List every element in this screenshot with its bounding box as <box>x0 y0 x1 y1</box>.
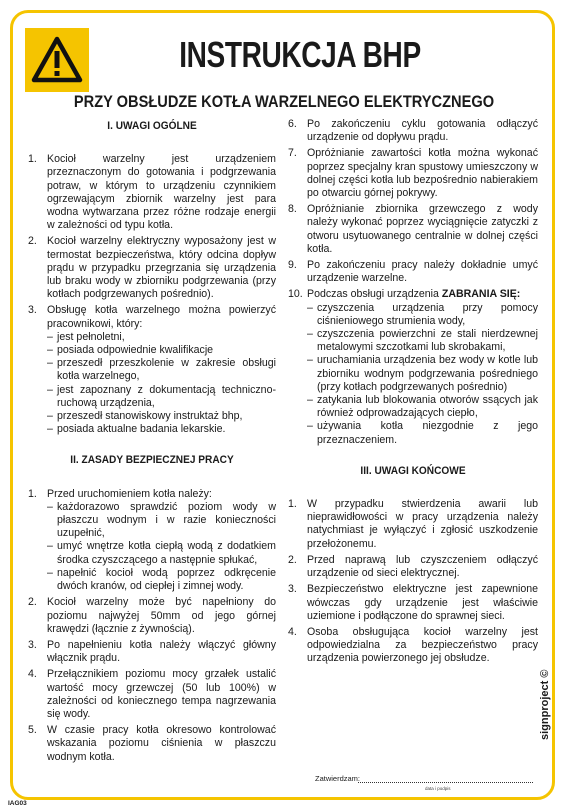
product-code: IAG03 <box>8 800 27 807</box>
brand-label: signproject © <box>539 669 551 740</box>
item-number: 8. <box>288 203 297 216</box>
item-number: 7. <box>288 147 297 160</box>
item-number: 5. <box>28 724 37 737</box>
sub-item: – jest zapoznany z dokumentacją techniczno-ruchową urządzenia, <box>47 383 276 409</box>
sub-item: – jest pełnoletni, <box>47 330 125 343</box>
item-number: 3. <box>28 638 37 651</box>
item-number: 2. <box>28 596 37 609</box>
list-item <box>288 259 538 285</box>
left-column <box>28 118 276 767</box>
section-heading: II. ZASADY BEZPIECZNEJ PRACY <box>70 454 234 467</box>
sub-item: – zatykania lub blokowania otworów ssących jak również odprowadzających ciepło, <box>307 394 538 420</box>
sub-item: – przeszedł przeszkolenie w zakresie obsługi kotła warzelnego, <box>47 357 276 383</box>
item-text: Osoba obsługująca kocioł warzelny jest odpowiedzialna za bezpieczeństwo pracy urządzenia powierzonego jej obsłudze. <box>307 625 538 665</box>
item-text: Kocioł warzelny może być napełniony do poziomu najwyżej 50mm od jego górnej krawędzi (łącznie z żywnością). <box>47 596 276 635</box>
item-text: Bezpieczeństwo elektryczne jest zapewnione wówczas gdy urządzenie jest właściwie uziemione i podłączone do sprawnej sieci. <box>307 583 538 622</box>
list-item <box>28 596 276 636</box>
item-number: 2. <box>288 553 297 566</box>
item-number: 9. <box>288 259 297 272</box>
item-number: 1. <box>288 498 297 511</box>
list-item <box>288 583 538 623</box>
sub-item: – umyć wnętrze kotła ciepłą wodą z dodatkiem środka czyszczącego a następnie spłukać, <box>47 540 276 566</box>
item-number: 10. <box>288 288 303 301</box>
list-item <box>288 118 538 144</box>
item-text: Obsługę kotła warzelnego można powierzyć pracownikowi, który: <box>47 304 276 330</box>
item-number: 3. <box>28 304 37 317</box>
sub-item: – posiada odpowiednie kwalifikacje <box>47 344 214 357</box>
list-item <box>28 668 276 721</box>
item-text: Przed naprawą lub czyszczeniem odłączyć urządzenie od sieci elektrycznej. <box>307 553 538 580</box>
list-item <box>288 288 538 446</box>
section-list <box>288 498 538 665</box>
item-number: 1. <box>28 153 37 166</box>
item-emphasis: ZABRANIA SIĘ: <box>441 288 521 301</box>
item-text: Kocioł warzelny elektryczny wyposażony jest w termostat bezpieczeństwa, który odcina dopływ prądu w przypadku przegrzania się urządzenia lub braku wody w zbiorniku podgrzewania (przy kotłach podgrzewanych pośrednio). <box>47 235 276 301</box>
item-text: Po zakończeniu cyklu gotowania odłączyć urządzenie od dopływu prądu. <box>307 118 538 144</box>
section-list <box>28 153 276 436</box>
warning-triangle-icon <box>25 28 89 92</box>
item-text: Opróżnianie zawartości kotła można wykonać poprzez specjalny kran spustowy umieszczony w dolnej części kotła lub bezpośrednio nabierakiem po otwarciu górnej pokrywy. <box>307 147 538 200</box>
item-number: 4. <box>288 625 297 638</box>
right-column <box>288 118 538 669</box>
sub-item: – przeszedł stanowiskowy instruktaż bhp, <box>47 410 243 423</box>
list-item <box>28 639 276 665</box>
item-text: W czasie pracy kotła okresowo kontrolować wskazania poziomu ciśnienia w płaszczu wodnym kotła. <box>47 724 276 763</box>
item-text: Po zakończeniu pracy należy dokładnie umyć urządzenie warzelne. <box>307 259 538 285</box>
item-text: Po napełnieniu kotła należy włączyć główny włącznik prądu. <box>47 638 276 665</box>
item-number: 6. <box>288 118 297 130</box>
list-item <box>288 498 538 551</box>
list-item <box>288 147 538 200</box>
item-text: Podczas obsługi urządzenia ZABRANIA SIĘ: <box>307 288 521 301</box>
sub-item: – uruchamiania urządzenia bez wody w kotle lub zbiorniku wodnym podgrzewania pośredniego (przy kotłach podgrzewanych pośrednio) <box>307 354 538 393</box>
item-number: 4. <box>28 668 37 681</box>
list-item <box>28 153 276 232</box>
list-item <box>288 626 538 666</box>
item-text: Opróżnianie zbiornika grzewczego z wody należy wykonać poprzez wyciągnięcie zatyczki z otworu usytuowanego centralnie w dolnej części kotła. <box>307 203 538 255</box>
page-subtitle: PRZY OBSŁUDZE KOTŁA WARZELNEGO ELEKTRYCZNEGO <box>73 92 495 111</box>
approval-label: Zatwierdzam: <box>315 774 361 783</box>
item-number: 1. <box>28 487 37 500</box>
item-number: 2. <box>28 235 37 248</box>
sub-item: – czyszczenia powierzchni ze stali nierdzewnej metalowymi szczotkami lub skrobakami, <box>307 328 538 354</box>
page-title: INSTRUKCJA BHP <box>179 34 421 75</box>
list-item <box>28 235 276 301</box>
sub-item: – napełnić kocioł wodą poprzez odkręcenie dwóch kranów, od ciepłej i zimnej wody. <box>47 566 276 593</box>
list-item <box>28 488 276 594</box>
section-heading: I. UWAGI OGÓLNE <box>107 120 197 132</box>
item-text: W przypadku stwierdzenia awarii lub nieprawidłowości w pracy urządzenia należy natychmiast je wyłączyć i zgłosić uszkodzenie przełożonemu. <box>307 498 538 550</box>
sub-item: – posiada aktualne badania lekarskie. <box>47 423 226 436</box>
item-text: Przed uruchomieniem kotła należy: <box>47 487 212 500</box>
section-heading: III. UWAGI KOŃCOWE <box>360 464 466 477</box>
signature-line[interactable] <box>358 782 533 783</box>
list-item <box>28 724 276 764</box>
list-item <box>28 304 276 436</box>
signature-caption: data i podpis <box>425 786 451 791</box>
sub-item: – używania kotła niezgodnie z jego przeznaczeniem. <box>307 420 538 446</box>
section-list <box>288 118 538 447</box>
sub-item: – każdorazowo sprawdzić poziom wody w płaszczu wodnym i w razie konieczności uzupełnić, <box>47 500 276 540</box>
sub-item: – czyszczenia urządzenia przy pomocy ciśnieniowego strumienia wody, <box>307 301 538 327</box>
item-number: 3. <box>288 583 297 596</box>
item-text: Kocioł warzelny jest urządzeniem przeznaczonym do gotowania i podgrzewania potraw, w którym to urządzeniu czynnikiem ogrzewającym zbiornik warzelny jest para wodna wytwarzana przez różne rodzaje energii w zależności od typu kotła. <box>47 153 276 232</box>
list-item <box>288 203 538 256</box>
list-item <box>288 554 538 580</box>
item-text: Przełącznikiem poziomu mocy grzałek ustalić wartość mocy grzewczej (50 lub 100%) w zależności od koniecznego tempa nagrzewania się wody. <box>47 668 276 720</box>
section-list <box>28 488 276 764</box>
